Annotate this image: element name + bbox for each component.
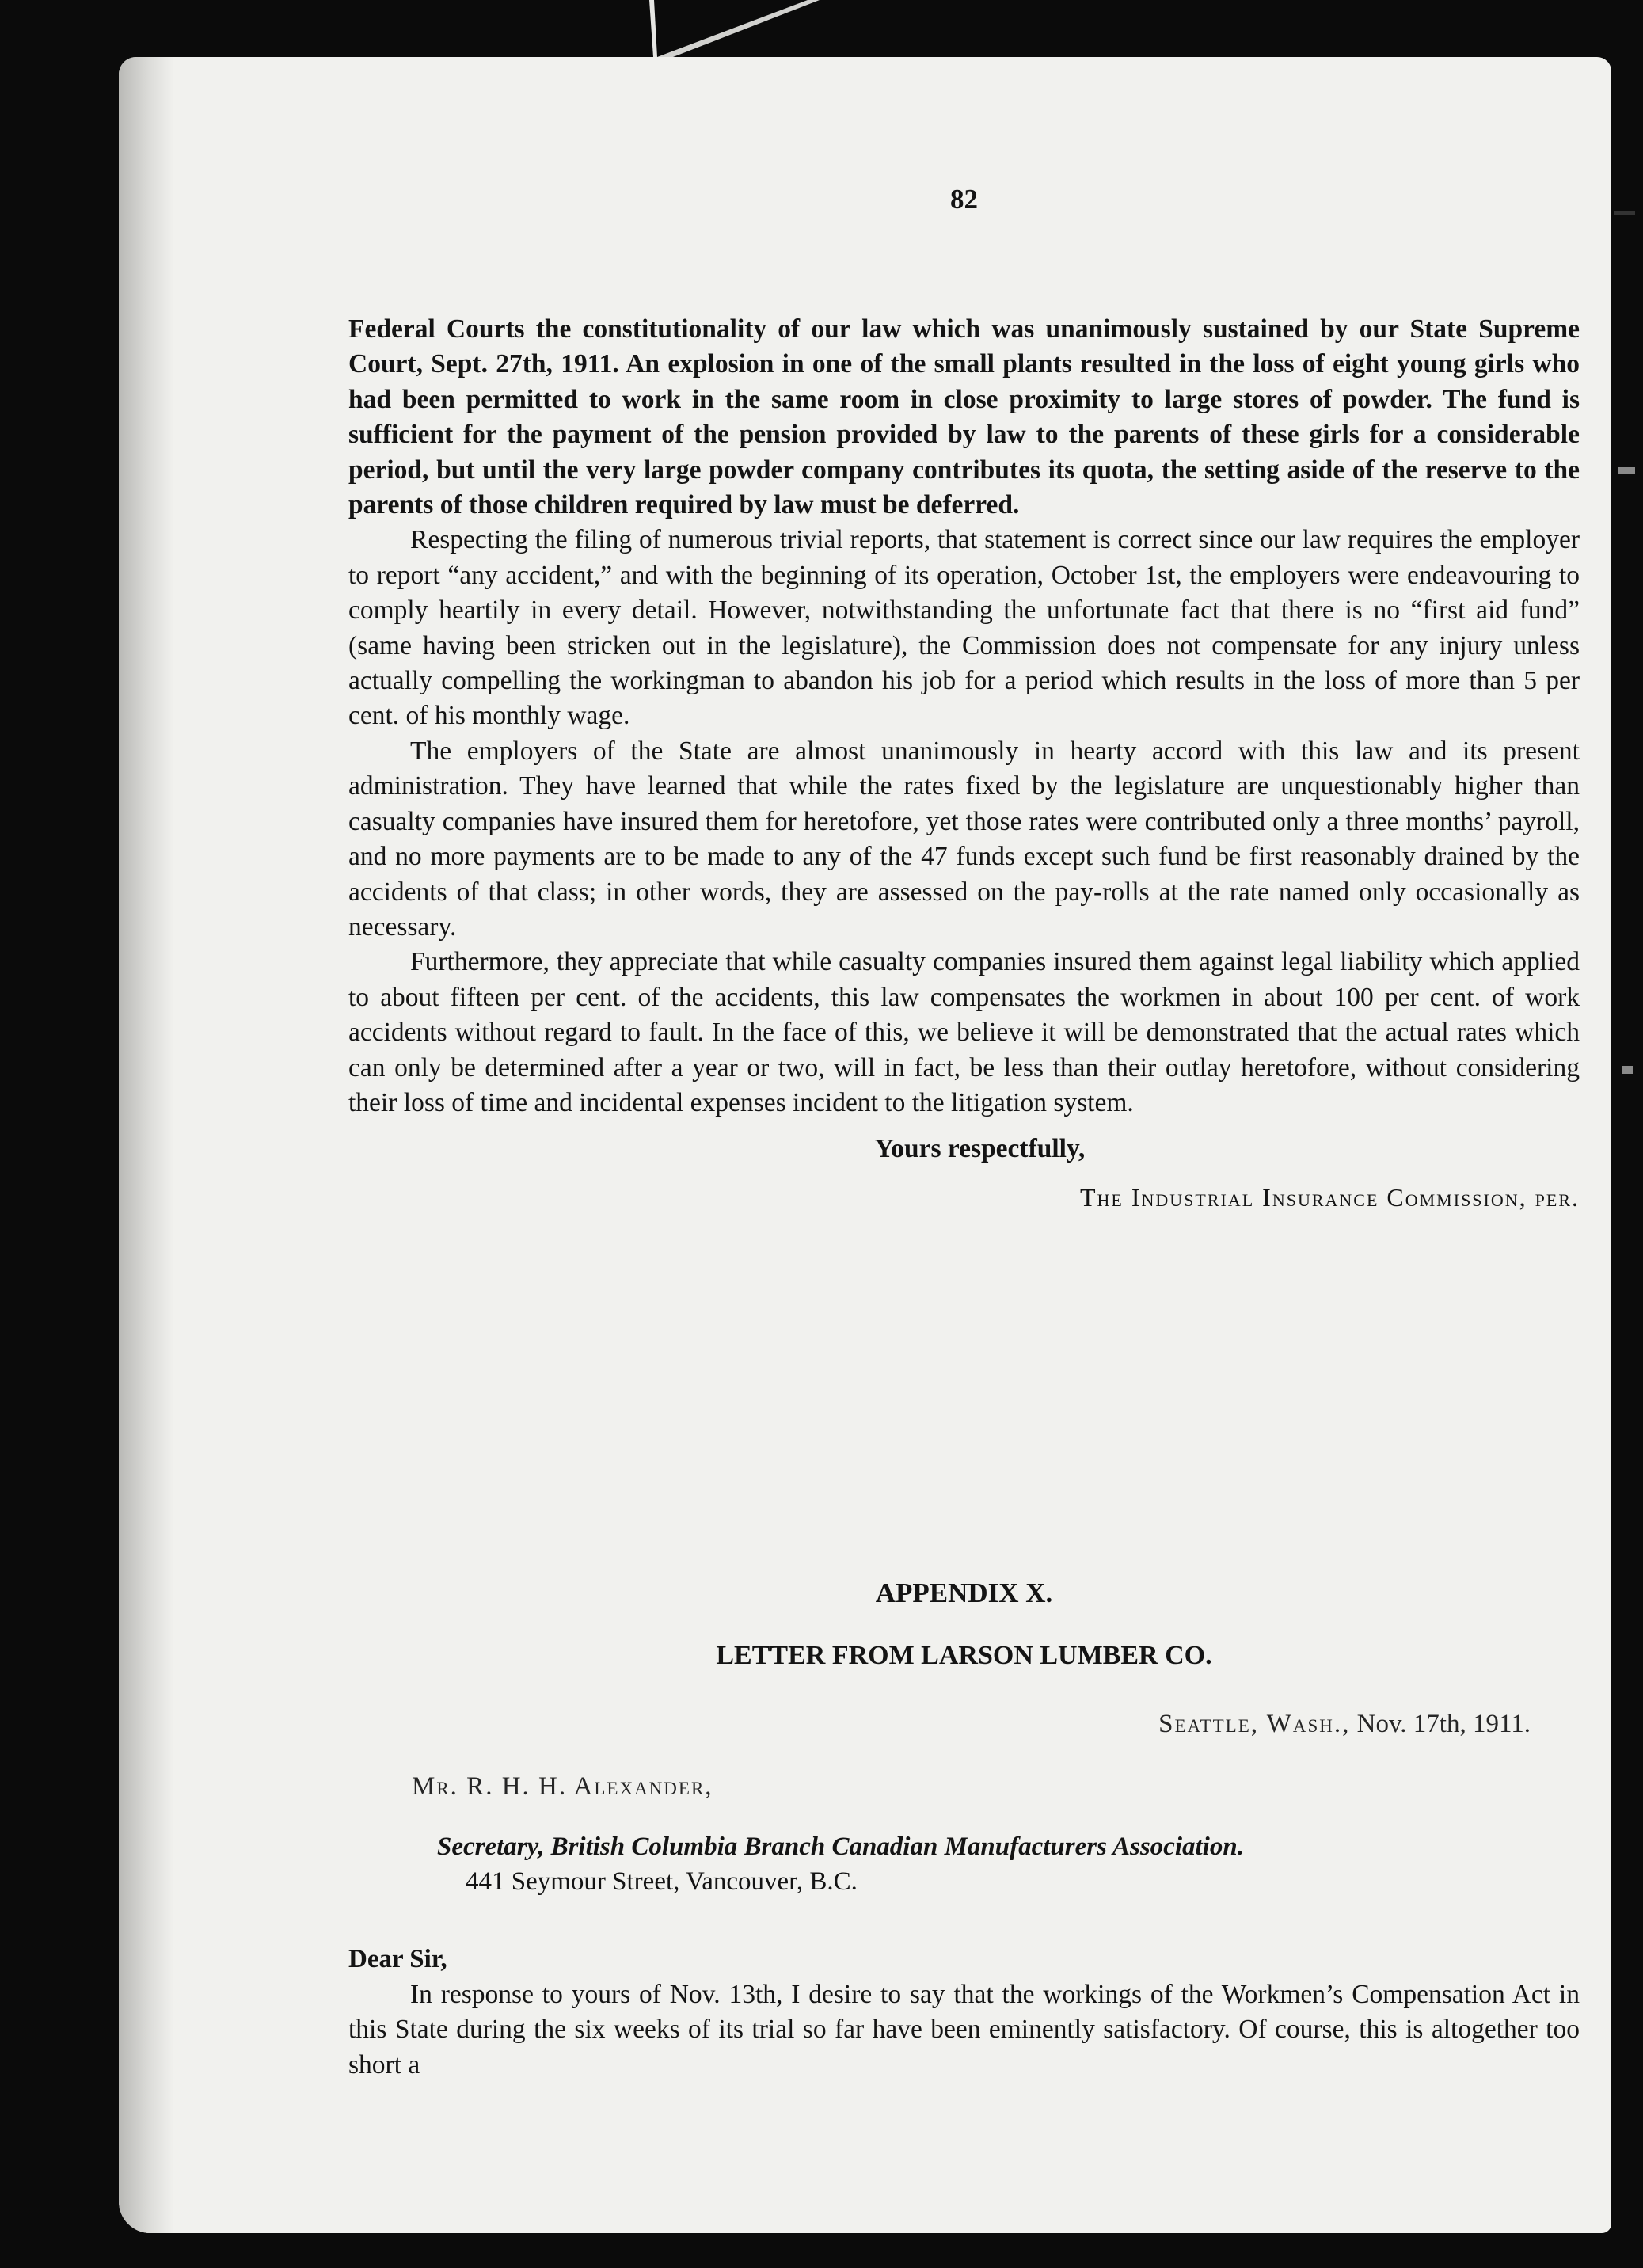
letter-paragraph: In response to yours of Nov. 13th, I desire to say that the workings of the Workmen’s Compensation Act in this State during the six weeks of its trial so far have been eminently satisfactory. Of course, this is altogether too short a (348, 1980, 1580, 2080)
page-top-fold (649, 0, 855, 57)
signature-line: The Industrial Insurance Commission, per. (1079, 1182, 1580, 1212)
addressee-street: 441 Seymour Street, Vancouver, B.C. (466, 1867, 858, 1896)
addressee-title: Secretary, British Columbia Branch Canadian Manufacturers Association. (437, 1832, 1244, 1861)
paragraph-casualty-companies: Furthermore, they appreciate that while casualty companies insured them against legal liability which applied to about fifteen per cent. of the accidents, this law compensates the workmen in about 100 per cent. of work accidents without regard to fault. In the face of this, we believe it will be demonstrated that the actual rates which can only be determined after a year or two, will in fact, be less than their outlay heretofore, without considering their loss of time and incidental expenses incident to the litigation system. (348, 947, 1580, 1117)
salutation: Dear Sir, (348, 1945, 447, 1973)
letter-body (348, 1977, 1580, 2083)
addressee-name: Mr. R. H. H. Alexander, (412, 1772, 713, 1801)
document-page (119, 57, 1611, 2233)
dateline-place: Seattle, Wash., (1158, 1710, 1351, 1738)
page-number: 82 (950, 184, 978, 215)
letter-dateline (1158, 1707, 1531, 1741)
report-body (348, 312, 1580, 1215)
edge-mark (1614, 211, 1635, 215)
appendix-heading: APPENDIX X. (875, 1577, 1053, 1608)
paragraph-employers-accord: The employers of the State are almost unanimously in hearty accord with this law and its present administration. They have learned that while the rates fixed by the legislature are unquestionably higher than casualty companies have insured them for heretofore, yet those rates were contributed only a three months’ payroll, and no more payments are to be made to any of the 47 funds except such fund be first reasonably drained by the accidents of that class; in other words, they are assessed on the pay-rolls at the rate named only occasionally as necessary. (348, 736, 1580, 942)
dateline-date: Nov. 17th, 1911. (1356, 1710, 1531, 1738)
paragraph-constitutionality: Federal Courts the constitutionality of our law which was unanimously sustained by our State Supreme Court, Sept. 27th, 1911. An explosion in one of the small plants resulted in the loss of eight young girls who had been permitted to work in the same room in close proximity to large stores of powder. The fund is sufficient for the payment of the pension provided by law to the parents of these girls for a considerable period, but until the very large powder company contributes its quota, the setting aside of the reserve to the parents of those children required by law must be deferred. (348, 314, 1580, 520)
paragraph-trivial-reports: Respecting the filing of numerous trivial reports, that statement is correct since our law requires the employer to report “any accident,” and with the beginning of its operation, October 1st, the employers were endeavouring to comply heartily in every detail. However, notwithstanding the unfortunate fact that there is no “first aid fund” (same having been stricken out in the legislature), the Commission does not compensate for any injury unless actually compelling the workingman to abandon his job for a period which results in the loss of more than 5 per cent. of his monthly wage. (348, 525, 1580, 731)
edge-mark (1622, 1066, 1633, 1074)
edge-mark (1618, 467, 1635, 474)
page-spine-shadow (119, 57, 174, 2233)
closing-line: Yours respectfully, (874, 1134, 1086, 1164)
letter-heading: LETTER FROM LARSON LUMBER CO. (716, 1641, 1212, 1670)
